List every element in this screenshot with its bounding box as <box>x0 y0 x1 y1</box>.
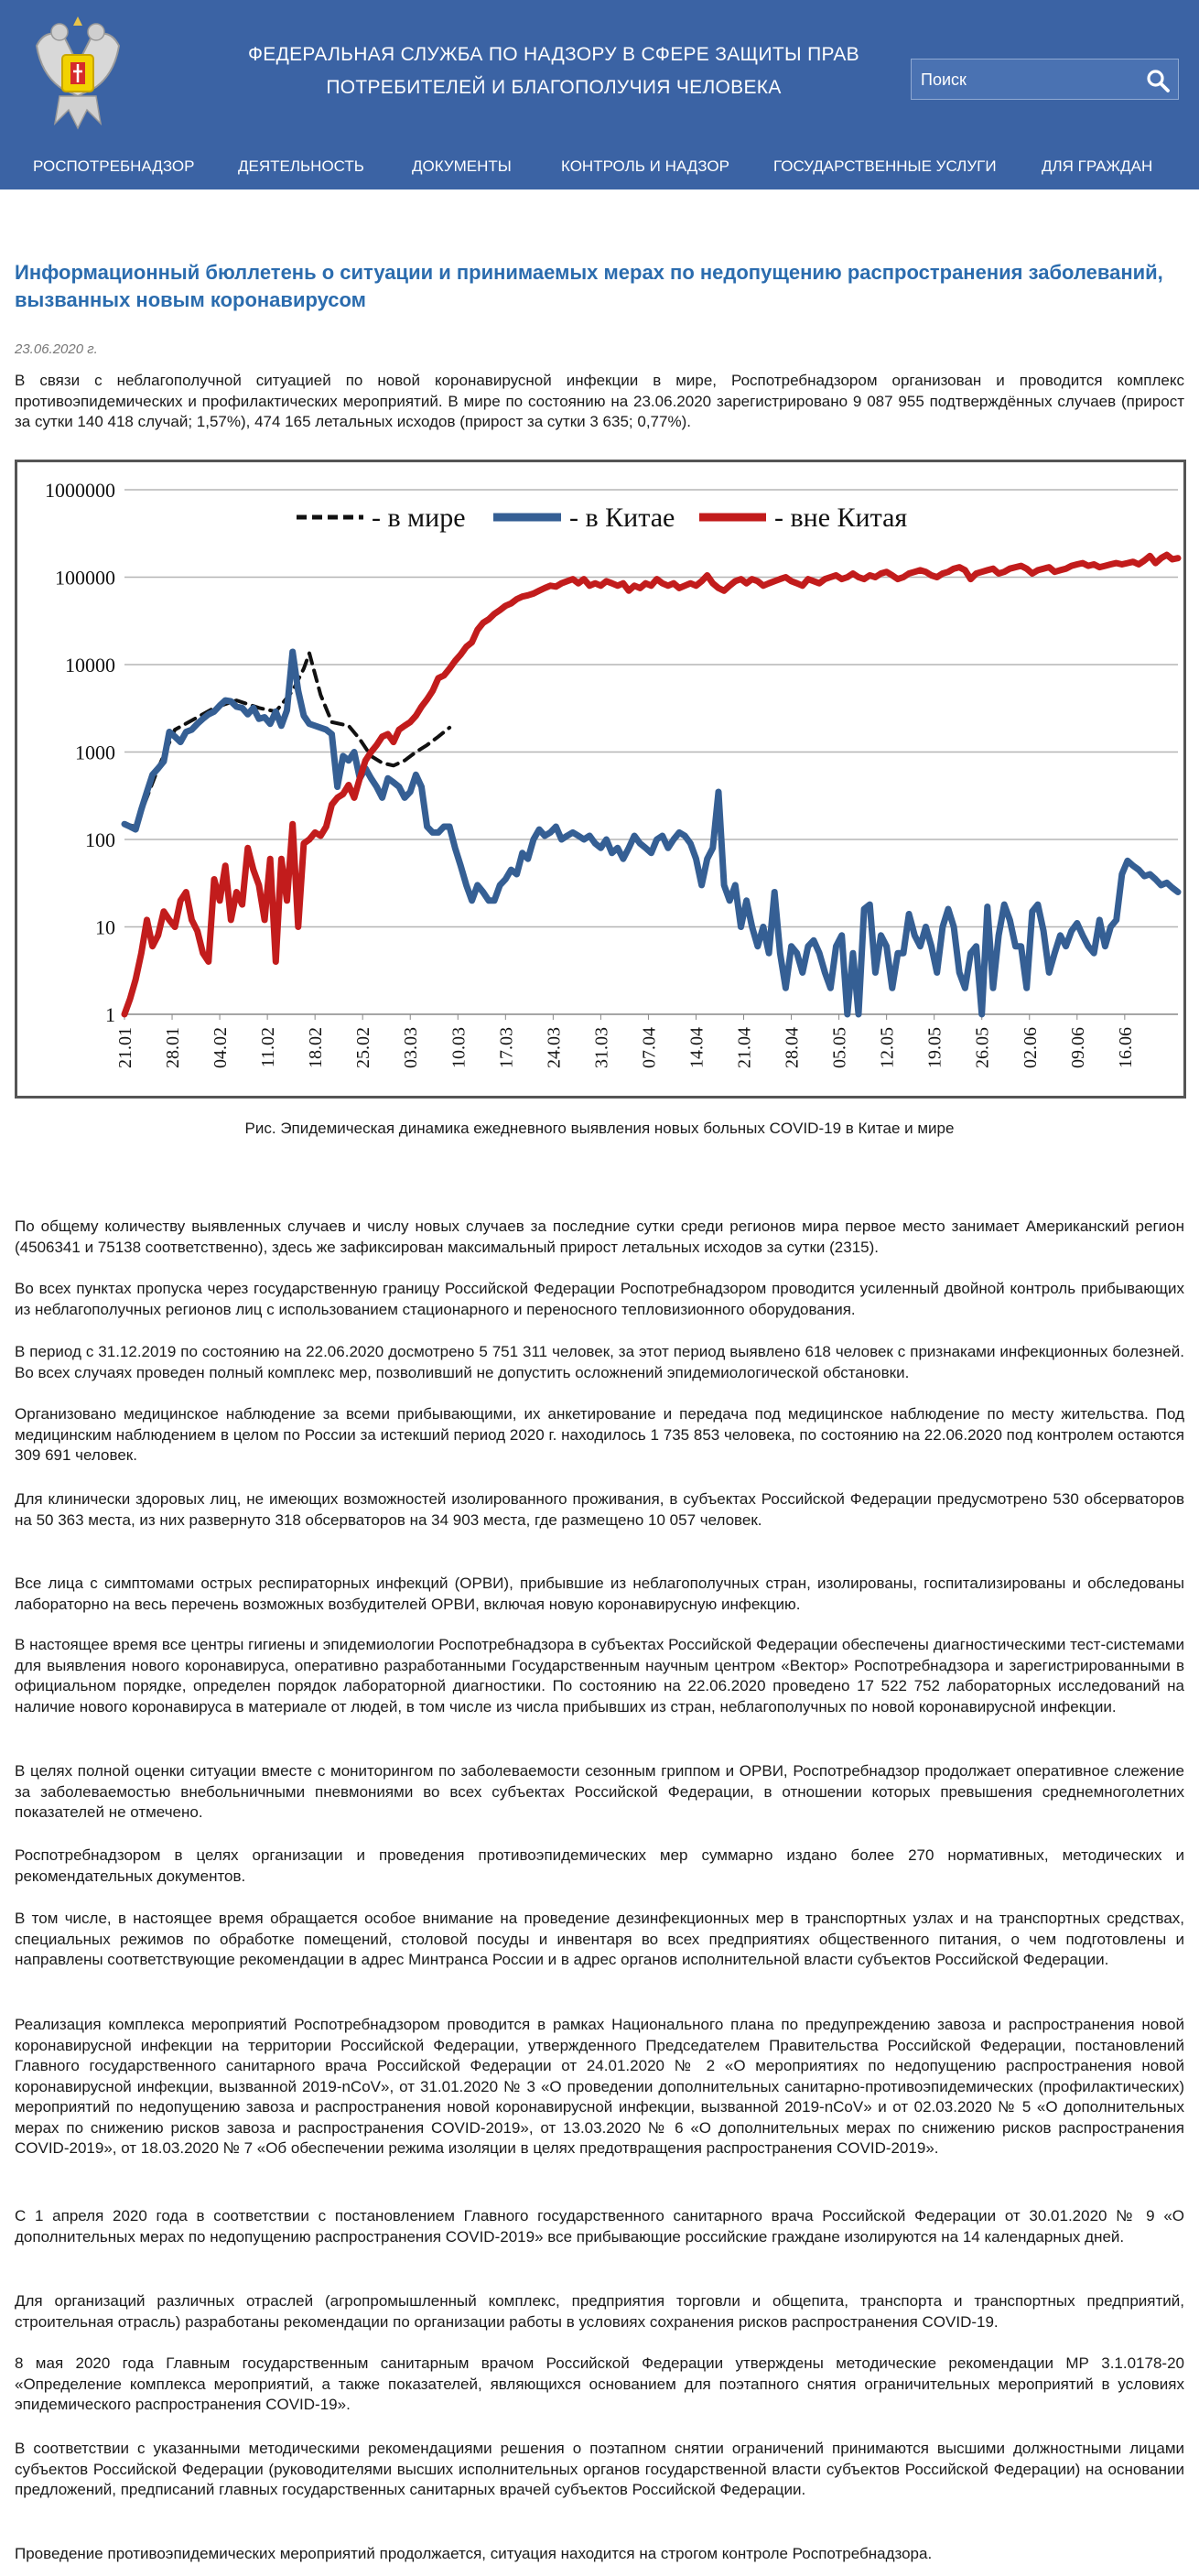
paragraph-6: Все лица с симптомами острых респираторных инфекций (ОРВИ), прибывшие из неблагополучных стран, изолированы, госпитализированы и обследованы лабораторно на весь перечень возможных возбудителей ОРВИ, включая новую коронавирусную инфекцию. <box>15 1575 1184 1613</box>
emblem-icon[interactable] <box>27 9 128 137</box>
paragraph-11: Реализация комплекса мероприятий Роспотребнадзором проводится в рамках Национального плана по предупреждению завоза и распространения новой коронавирусной инфекции на территории Российской Федерации, утвержденного Председателем Правительства Российской Федерации, постановлений Главного государственного санитарного врача Российской Федерации от 24.01.2020 № 2 «О мероприятиях по недопущению распространения новой коронавирусной инфекции, вызванной 2019-nCoV», от 31.01.2020 № 3 «О проведении дополнительных санитарно-противоэпидемических (профилактических) мероприятий по недопущению завоза и распространения новой коронавирусной инфекции, вызванной 2019-nCoV» и от 02.03.2020 № 5 «О дополнительных мерах по снижению рисков завоза и распространения COVID-2019», от 13.03.2020 № 6 «О дополнительных мерах по снижению рисков распространения COVID-2019», от 18.03.2020 № 7 «Об обеспечении режима изоляции в целях предотвращения распространения COVID-2019». <box>15 2016 1184 2157</box>
paragraph-5: Для клинически здоровых лиц, не имеющих возможностей изолированного проживания, в субъектах Российской Федерации предусмотрено 530 обсерваторов на 50 363 места, из них развернуто 318 обсерваторов на 34 903 места, где размещено 10 057 человек. <box>15 1490 1184 1529</box>
publication-date: 23.06.2020 г. <box>15 341 98 357</box>
x-tick-label: 03.03 <box>401 1027 422 1068</box>
x-tick-label: 04.02 <box>211 1027 232 1068</box>
paragraph-16: Проведение противоэпидемических мероприятий продолжается, ситуация находится на строгом контроле Роспотребнадзора. <box>15 2545 933 2562</box>
x-tick-label: 25.02 <box>353 1027 374 1068</box>
nav-item-control[interactable]: КОНТРОЛЬ И НАДЗОР <box>561 157 729 175</box>
paragraph-13: Для организаций различных отраслей (агропромышленный комплекс, предприятия торговли и общепита, транспорта и транспортных предприятий, строительная отрасль) разработаны рекомендации по организации работы в условиях сохранения рисков распространения COVID-19. <box>15 2292 1184 2331</box>
y-tick-label: 1000 <box>75 741 115 764</box>
page-title: Информационный бюллетень о ситуации и принимаемых мерах по недопущению распространения заболеваний, вызванных новым коронавирусом <box>15 261 1163 311</box>
org-title-line2: ПОТРЕБИТЕЛЕЙ И БЛАГОПОЛУЧИЯ ЧЕЛОВЕКА <box>326 77 782 98</box>
org-title-line1: ФЕДЕРАЛЬНАЯ СЛУЖБА ПО НАДЗОРУ В СФЕРЕ ЗАЩИТЫ ПРАВ <box>248 44 859 65</box>
nav-item-citizens[interactable]: ДЛЯ ГРАЖДАН <box>1042 157 1153 175</box>
y-tick-label: 100 <box>85 828 115 851</box>
paragraph-4: Организовано медицинское наблюдение за всеми прибывающими, их анкетирование и передача под медицинское наблюдение по месту жительства. Под медицинским наблюдением в целом по России за истекший период 2020 г. находилось 1 735 853 человека, по состоянию на 22.06.2020 под контролем остаются 309 691 человек. <box>15 1405 1184 1464</box>
chart-frame <box>15 460 1186 1099</box>
x-tick-label: 14.04 <box>686 1027 708 1068</box>
x-tick-label: 19.05 <box>924 1027 945 1068</box>
x-tick-label: 07.04 <box>639 1027 660 1068</box>
paragraph-3: В период с 31.12.2019 по состоянию на 22.06.2020 досмотрено 5 751 311 человек, за этот период выявлено 618 человек с признаками инфекционных болезней. Во всех случаях проведен полный комплекс мер, позволивший не допустить осложнений эпидемиологической обстановки. <box>15 1343 1184 1381</box>
nav-item-services[interactable]: ГОСУДАРСТВЕННЫЕ УСЛУГИ <box>773 157 997 175</box>
paragraph-14: 8 мая 2020 года Главным государственным санитарным врачом Российской Федерации утверждены методические рекомендации МР 3.1.0178-20 «Определение комплекса мероприятий, а также показателей, являющихся основанием для поэтапного снятия ограничительных мероприятий в условиях эпидемического распространения COVID-19». <box>15 2354 1184 2413</box>
y-tick-label: 100000 <box>55 566 115 590</box>
y-tick-label: 10000 <box>65 654 115 676</box>
x-tick-label: 21.01 <box>115 1027 135 1068</box>
x-tick-label: 05.05 <box>829 1027 850 1068</box>
x-tick-label: 28.04 <box>782 1027 803 1068</box>
y-tick-label: 10 <box>95 915 115 939</box>
legend-label: - в мире <box>372 503 466 533</box>
paragraph-12: С 1 апреля 2020 года в соответствии с постановлением Главного государственного санитарного врача Российской Федерации от 30.01.2020 № 9 «О дополнительных мерах по недопущению распространения COVID-2019» все прибывающие российские граждане изолируются на 14 календарных дней. <box>15 2207 1184 2246</box>
search-icon[interactable] <box>1145 68 1171 93</box>
paragraph-2: Во всех пунктах пропуска через государственную границу Российской Федерации Роспотребнадзором проводится усиленный двойной контроль прибывающих из неблагополучных регионов лиц с использованием стационарного и переносного тепловизионного оборудования. <box>15 1280 1184 1318</box>
nav-item-rospotrebnadzor[interactable]: РОСПОТРЕБНАДЗОР <box>33 157 195 175</box>
nav-item-documents[interactable]: ДОКУМЕНТЫ <box>412 157 512 175</box>
nav-item-activity[interactable]: ДЕЯТЕЛЬНОСТЬ <box>238 157 364 175</box>
x-tick-label: 11.02 <box>258 1027 279 1068</box>
figure-caption: Рис. Эпидемическая динамика ежедневного выявления новых больных COVID-19 в Китае и мире <box>244 1120 955 1137</box>
y-tick-label: 1000000 <box>45 479 115 502</box>
x-tick-label: 28.01 <box>163 1027 184 1068</box>
series-line-china <box>124 652 1178 1014</box>
paragraph-9: Роспотребнадзором в целях организации и проведения противоэпидемических мер суммарно издано более 270 нормативных, методических и рекомендательных документов. <box>15 1846 1184 1885</box>
y-tick-label: 1 <box>105 1003 115 1026</box>
x-tick-label: 16.06 <box>1115 1027 1136 1068</box>
x-tick-label: 17.03 <box>496 1027 517 1068</box>
paragraph-15: В соответствии с указанными методическими рекомендациями решения о поэтапном снятии ограничений принимаются высшими должностными лицами субъектов Российской Федерации (руководителями высших исполнительных органов государственной власти субъектов Российской Федерации) на основании предложений, предписаний главных государственных санитарных врачей субъектов Российской Федерации. <box>15 2440 1184 2498</box>
main-nav <box>0 145 1199 189</box>
legend-label: - в Китае <box>569 503 675 533</box>
paragraph-7: В настоящее время все центры гигиены и эпидемиологии Роспотребнадзора в субъектах Российской Федерации обеспечены диагностическими тест-системами для выявления нового коронавируса, оперативно разработанными Государственным научным центром «Вектор» Роспотребнадзора и зарегистрированными в официальном порядке, определен порядок лабораторной диагностики. По состоянию на 22.06.2020 проведено 17 522 752 лабораторных исследований на наличие нового коронавируса в материале от людей, в том числе из числа прибывших из стран, неблагополучных по новой коронавирусной инфекции. <box>15 1636 1184 1716</box>
organization-title <box>220 38 888 104</box>
x-tick-label: 02.06 <box>1020 1027 1041 1068</box>
x-tick-label: 26.05 <box>972 1027 993 1068</box>
site-header <box>0 0 1199 189</box>
x-tick-label: 18.02 <box>306 1027 327 1068</box>
paragraph-8: В целях полной оценки ситуации вместе с мониторингом по заболеваемости сезонным гриппом и ОРВИ, Роспотребнадзор продолжает оперативное слежение за заболеваемостью внебольничными пневмониями во всех субъектах Российской Федерации, в отношении которых превышения среднемноголетних показателей не отмечено. <box>15 1762 1184 1821</box>
x-tick-label: 12.05 <box>877 1027 898 1068</box>
search-input[interactable] <box>921 67 1131 92</box>
search-box <box>911 59 1179 100</box>
paragraph-1: По общему количеству выявленных случаев и числу новых случаев за последние сутки среди регионов мира первое место занимает Американский регион (4506341 и 75138 соответственно), здесь же зафиксирован максимальный прирост летальных исходов за сутки (2315). <box>15 1218 1184 1256</box>
x-tick-label: 24.03 <box>544 1027 565 1068</box>
x-tick-label: 21.04 <box>734 1027 755 1068</box>
legend-label: - вне Китая <box>774 503 908 533</box>
epidemic-chart <box>17 462 1183 1096</box>
lead-paragraph: В связи с неблагополучной ситуацией по новой коронавирусной инфекции в мире, Роспотребнадзором организован и проводится комплекс противоэпидемических и профилактических мероприятий. В мире по состоянию на 23.06.2020 зарегистрировано 9 087 955 подтверждённых случаев (прирост за сутки 140 418 случай; 1,57%), 474 165 летальных исходов (прирост за сутки 3 635; 0,77%). <box>15 372 1184 430</box>
x-tick-label: 10.03 <box>448 1027 470 1068</box>
x-tick-label: 31.03 <box>591 1027 612 1068</box>
paragraph-10: В том числе, в настоящее время обращается особое внимание на проведение дезинфекционных мер в транспортных узлах и на транспортных средствах, специальных режимов по обработке помещений, столовой посуды и инвентаря во всех предприятиях общественного питания, о чем подготовлены и направлены соответствующие рекомендации в адрес Минтранса России и в адрес органов исполнительной власти субъектов Российской Федерации. <box>15 1910 1184 1968</box>
x-tick-label: 09.06 <box>1067 1027 1088 1068</box>
